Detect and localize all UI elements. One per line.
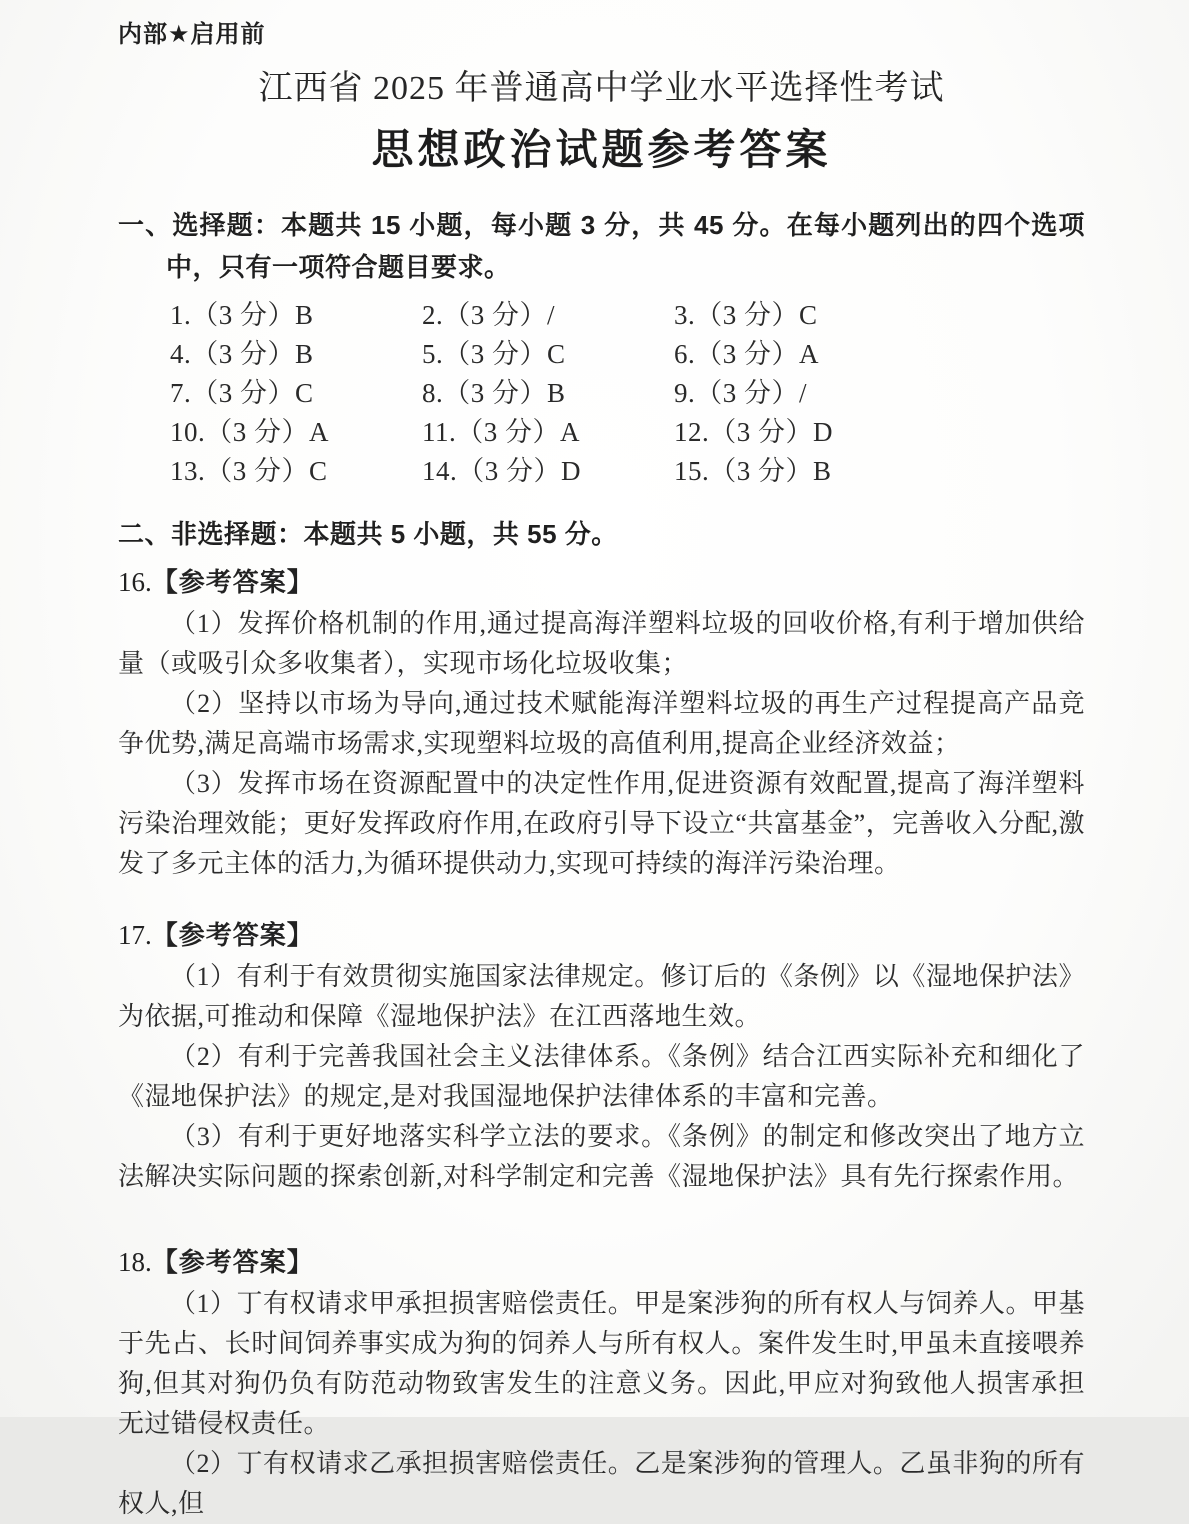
question-16-paragraph-2: （2）坚持以市场为导向,通过技术赋能海洋塑料垃圾的再生产过程提高产品竞争优势,满足高端市场需求,实现塑料垃圾的高值利用,提高企业经济效益； [118,689,1085,758]
question-18-label: 【参考答案】 [151,1247,314,1277]
mc-answer-5: 5.（3 分）C [422,339,566,369]
mc-answer-6: 6.（3 分）A [674,339,819,369]
multiple-choice-answer-grid [170,296,1085,491]
question-16-answer-block [118,561,1085,884]
mc-answer-14: 14.（3 分）D [422,456,581,486]
mc-answer-9: 9.（3 分）/ [674,378,808,408]
mc-answer-3: 3.（3 分）C [674,300,818,330]
mc-answer-12: 12.（3 分）D [674,417,833,447]
question-16-number: 16. [118,567,152,597]
question-17-label: 【参考答案】 [151,920,314,950]
question-17-answer-block [118,914,1085,1197]
mc-answer-7: 7.（3 分）C [170,378,314,408]
answer-key-title: 思想政治试题参考答案 [371,126,832,173]
question-18-paragraph-1: （1）丁有权请求甲承担损害赔偿责任。甲是案涉狗的所有权人与饲养人。甲基于先占、长时间饲养事实成为狗的饲养人与所有权人。案件发生时,甲虽未直接喂养狗,但其对狗仍负有防范动物致害发生的注意义务。因此,甲应对狗致他人损害承担无过错侵权责任。 [118,1289,1085,1438]
question-17-paragraph-3: （3）有利于更好地落实科学立法的要求。《条例》的制定和修改突出了地方立法解决实际问题的探索创新,对科学制定和完善《湿地保护法》具有先行探索作用。 [118,1122,1085,1191]
question-16-paragraph-3: （3）发挥市场在资源配置中的决定性作用,促进资源有效配置,提高了海洋塑料污染治理效能；更好发挥政府作用,在政府引导下设立“共富基金”，完善收入分配,激发了多元主体的活力,为循环提供动力,实现可持续的海洋污染治理。 [118,769,1085,878]
section-one-heading: 一、选择题：本题共 15 小题，每小题 3 分，共 45 分。在每小题列出的四个选项中，只有一项符合题目要求。 [118,210,1085,282]
mc-answer-1: 1.（3 分）B [170,300,314,330]
question-17-paragraph-1: （1）有利于有效贯彻实施国家法律规定。修订后的《条例》以《湿地保护法》为依据,可推动和保障《湿地保护法》在江西落地生效。 [118,962,1085,1031]
question-18-number: 18. [118,1247,152,1277]
question-18-paragraph-2: （2）丁有权请求乙承担损害赔偿责任。乙是案涉狗的管理人。乙虽非狗的所有权人,但 [118,1449,1085,1518]
mc-answer-11: 11.（3 分）A [422,417,580,447]
question-18-answer-block [118,1241,1085,1524]
question-17-paragraph-2: （2）有利于完善我国社会主义法律体系。《条例》结合江西实际补充和细化了《湿地保护法》的规定,是对我国湿地保护法律体系的丰富和完善。 [118,1042,1085,1111]
section-two-heading: 二、非选择题：本题共 5 小题，共 55 分。 [118,519,618,549]
mc-answer-4: 4.（3 分）B [170,339,314,369]
mc-answer-15: 15.（3 分）B [674,456,832,486]
question-17-header [118,914,1085,957]
mc-answer-13: 13.（3 分）C [170,456,328,486]
question-17-number: 17. [118,920,152,950]
question-18-header [118,1241,1085,1284]
security-label: 内部★启用前 [118,21,266,48]
question-16-label: 【参考答案】 [151,567,314,597]
exam-title: 江西省 2025 年普通高中学业水平选择性考试 [258,70,945,107]
mc-answer-2: 2.（3 分）/ [422,300,556,330]
question-16-paragraph-1: （1）发挥价格机制的作用,通过提高海洋塑料垃圾的回收价格,有利于增加供给量（或吸引众多收集者），实现市场化垃圾收集； [118,609,1085,678]
question-16-header [118,561,1085,604]
mc-answer-10: 10.（3 分）A [170,417,329,447]
mc-answer-8: 8.（3 分）B [422,378,566,408]
